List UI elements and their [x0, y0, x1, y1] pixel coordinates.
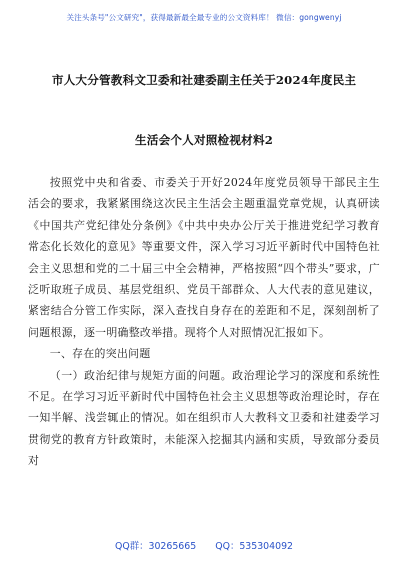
header-note: 关注头条号"公文研究"，获得最新最全最专业的公文资料库！ 微信：gongwenyj [66, 13, 342, 22]
footer-qq-group: QQ群：30265665 [114, 541, 197, 552]
body-paragraph-political-discipline: （一）政治纪律与规矩方面的问题。政治理论学习的深度和系统性不足。在学习习近平新时代中国特色社会主义思想等政治理论时，存在一知半解、浅尝辄止的情况。如在组织市人大教科文卫委和社建委学习贯彻党的教育方针政策时，未能深入挖掘其内涵和实质，导致部分委员对 [28, 368, 380, 468]
document-title-line-2: 生活会个人对照检视材料2 [135, 133, 273, 147]
document-title-line-1: 市人大分管教科文卫委和社建委副主任关于2024年度民主 [51, 73, 357, 87]
footer-contact [0, 538, 408, 552]
document-body [28, 172, 380, 472]
section-heading-1: 一、存在的突出问题 [49, 347, 151, 361]
body-paragraph-intro: 按照党中央和省委、市委关于开好2024年度党员领导干部民主生活会的要求，我紧紧围绕这次民主生活会主题重温党章党规，认真研读《中国共产党纪律处分条例》《中共中央办公厅关于推进党纪学习教育常态化长效化的意见》等重要文件，深入学习习近平新时代中国特色社会主义思想和党的二十届三中全会精神，严格按照“四个带头”要求，广泛听取班子成员、基层党组织、党员干部群众、人大代表的意见建议，紧密结合分管工作实际，深入查找自身存在的差距和不足，深刻剖析了问题根源，逐一明确整改举措。现将个人对照情况汇报如下。 [28, 176, 380, 339]
footer-qq: QQ：535304092 [215, 541, 294, 552]
